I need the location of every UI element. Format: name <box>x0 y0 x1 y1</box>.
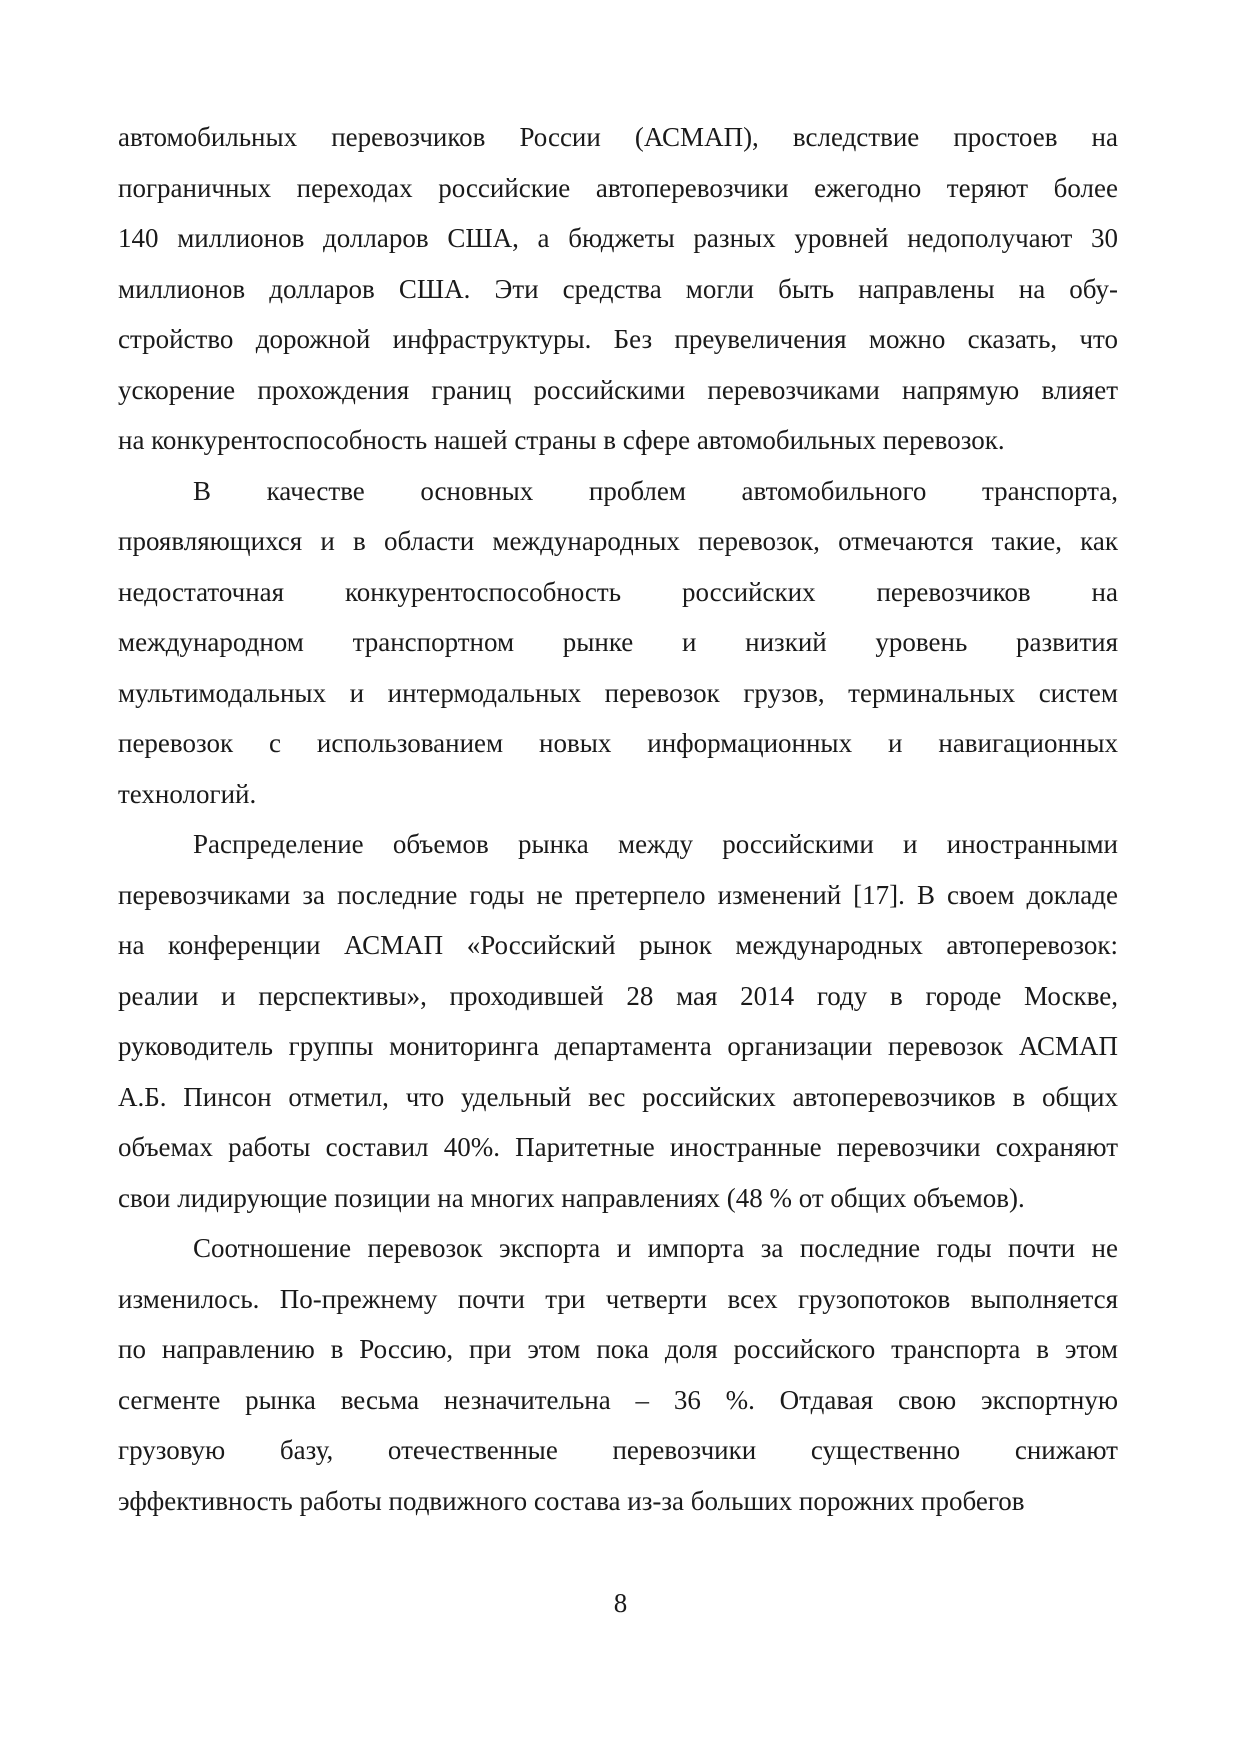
paragraph-2-line: международном транспортном рынке и низкий уровень развития <box>118 627 1118 657</box>
paragraph-3-line: объемах работы составил 40%. Паритетные иностранные перевозчики сохраняют <box>118 1132 1118 1162</box>
paragraph-3-line: А.Б. Пинсон отметил, что удельный вес российских автоперевозчиков в общих <box>118 1081 1118 1112</box>
paragraph-4-line: сегменте рынка весьма незначительна – 36 %. Отдавая свою экспортную <box>118 1384 1118 1415</box>
paragraph-1-line: 140 миллионов долларов США, а бюджеты разных уровней недополучают 30 <box>118 223 1118 253</box>
paragraph-4-line: Соотношение перевозок экспорта и импорта за последние годы почти не <box>193 1233 1118 1263</box>
paragraph-4-line: по направлению в Россию, при этом пока доля российского транспорта в этом <box>118 1334 1118 1364</box>
paragraph-4-line: изменилось. По-прежнему почти три четверти всех грузопотоков выполняется <box>118 1283 1118 1314</box>
paragraph-2-line: мультимодальных и интермодальных перевозок грузов, терминальных систем <box>118 677 1118 708</box>
paragraph-3-line: руководитель группы мониторинга департамента организации перевозок АСМАП <box>118 1031 1118 1061</box>
paragraph-2-line: В качестве основных проблем автомобильного транспорта, <box>193 475 1118 506</box>
paragraph-2-line: недостаточная конкурентоспособность российских перевозчиков на <box>118 576 1118 607</box>
paragraph-1-line: автомобильных перевозчиков России (АСМАП), вследствие простоев на <box>118 122 1118 152</box>
paragraph-3-line: на конференции АСМАП «Российский рынок международных автоперевозок: <box>118 930 1118 960</box>
paragraph-4-line: грузовую базу, отечественные перевозчики существенно снижают <box>118 1435 1118 1465</box>
paragraph-1-line: ускорение прохождения границ российскими перевозчиками напрямую влияет <box>118 374 1118 405</box>
body-text <box>118 112 1118 1526</box>
paragraph-2-line: перевозок с использованием новых информационных и навигационных <box>118 728 1118 758</box>
paragraph-3-line: Распределение объемов рынка между российскими и иностранными <box>193 829 1118 859</box>
paragraph-2-line: технологий. <box>118 778 257 809</box>
paragraph-1-line: на конкурентоспособность нашей страны в сфере автомобильных перевозок. <box>118 425 1005 455</box>
paragraph-1-line: стройство дорожной инфраструктуры. Без преувеличения можно сказать, что <box>118 324 1118 354</box>
paragraph-3-line: перевозчиками за последние годы не претерпело изменений [17]. В своем докладе <box>118 879 1118 910</box>
paragraph-1-line: миллионов долларов США. Эти средства могли быть направлены на обу- <box>118 273 1118 304</box>
paragraph-3-line: свои лидирующие позиции на многих направлениях (48 % от общих объемов). <box>118 1182 1025 1213</box>
paragraph-1-line: пограничных переходах российские автоперевозчики ежегодно теряют более <box>118 172 1118 203</box>
paragraph-3-line: реалии и перспективы», проходившей 28 мая 2014 году в городе Москве, <box>118 980 1118 1011</box>
paragraph-4-line: эффективность работы подвижного состава из-за больших порожних пробегов <box>118 1485 1025 1516</box>
page-number: 8 <box>613 1588 628 1618</box>
paragraph-2-line: проявляющихся и в области международных перевозок, отмечаются такие, как <box>118 526 1118 556</box>
